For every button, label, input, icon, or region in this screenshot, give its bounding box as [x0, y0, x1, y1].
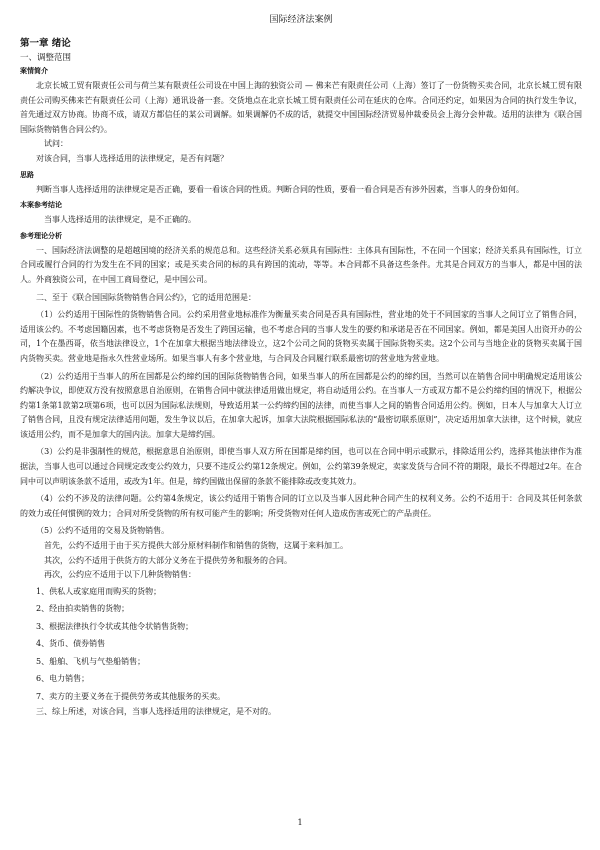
page-number: 1	[297, 818, 303, 827]
chapter-title: 第一章 绪论	[20, 38, 71, 49]
analysis-paragraph: 二、至于《联合国国际货物销售合同公约》，它的适用范围是：	[36, 292, 256, 302]
list-item: 1、供私人或家庭用而购买的货物；	[36, 586, 162, 596]
analysis-paragraph: 首先，公约不适用于由于买方提供大部分原材料制作和销售的货物，这属于来料加工。	[44, 541, 348, 551]
document-title: 国际经济法案例	[269, 15, 333, 25]
case-summary-text: 北京长城工贸有限责任公司与荷兰某有限责任公司设在中国上海的独资公司 — 佛来芒有限责任公司（上海）签订了一份货物买卖合同，北京长城工贸有限责任公司购买佛来芒有限责任公司（上海）通讯设备一套。交货地点在北京长城工贸有限责任公司在延庆的仓库。合同还约定，如果因为合同的执行发生争议，首先通过双方协商。协商不成，请双方都信任的某公司调解。如果调解仍不成的话，就提交中国国际经济贸易仲裁委员会上海分会仲裁。适用的法律为《联合国国际货物销售合同公约》。	[20, 81, 582, 134]
conclusion-heading: 本案参考结论	[20, 201, 62, 210]
case-summary-heading: 案情简介	[20, 67, 48, 75]
question-text: 对该合同，当事人选择适用的法律规定，是否有问题？	[36, 153, 228, 163]
question-label: 试问：	[44, 139, 68, 149]
list-item: 7、卖方的主要义务在于提供劳务或其他服务的买卖。	[36, 691, 226, 701]
list-item: 6、电力销售；	[36, 674, 90, 684]
list-item: 3、根据法律执行令状或其他令状销售货物；	[36, 621, 194, 631]
thinking-text: 判断当事人选择适用的法律规定是否正确，要看一看该合同的性质。判断合同的性质，要看一看合同是否有涉外因素，当事人的身份如何。	[36, 184, 524, 194]
analysis-paragraph: （2）公约适用于当事人的所在国都是公约缔约国的国际货物销售合同，如果当事人的所在国都是公约的缔约国，当然可以在销售合同中明确规定适用该公约解决争议，即使双方没有按照意思自治原则，在销售合同中就法律适用做出规定，将自动适用公约。在当事人一方或双方都不是公约缔约国的情况下，根据公约第1条第1款第2项第6项，也可以因为国际私法规则，导致适用某一公约缔约国的法律，而使当事人之间的销售合同适用公约。例如，日本人与加拿大人订立了销售合同，且没有规定法律适用问题，发生争议以后，在加拿大起诉，加拿大法院根据国际私法的“最密切联系原则”，决定适用加拿大法律，这个时候，就应该适用公约，而不是加拿大的国内法。加拿大是缔约国。	[20, 371, 582, 439]
analysis-paragraph: （3）公约是非强制性的规范，根据意思自治原则，即使当事人双方所在国都是缔约国，也可以在合同中明示或默示，排除适用公约，选择其他法律作为准据法，当事人也可以通过合同规定改变公约效力，只要不违反公约第12条规定。例如，公约第39条规定，卖家发货与合同不符的期限，最长不得超过2年。在合同中可以声明该条款不适用，或改为1年。但是，缔约国做出保留的条款不能排除或改变其效力。	[20, 447, 582, 486]
list-item: 5、船舶、飞机与气垫船销售；	[36, 656, 146, 666]
list-item: 2、经由拍卖销售的货物；	[36, 604, 130, 614]
analysis-paragraph: （1）公约适用于国际性的货物销售合同。公约采用营业地标准作为衡量买卖合同是否具有国际性，营业地的处于不同国家的当事人之间订立了销售合同，适用该公约。不考虑国籍因素，也不考虑货物是否发生了跨国运输，也不考虑合同的当事人发生的要约和承诺是否在不同国家。例如，都是美国人出资开办的公司，1个在墨西哥，依当地法律设立，1个在加拿大根据当地法律设立，这2个公司之间的货物买卖属于国际货物买卖。这2个公司与当地企业的货物买卖属于国内货物买卖。营业地是指永久性营业场所。如果当事人有多个营业地，与合同及合同履行联系最密切的营业地为营业地。	[20, 310, 582, 363]
analysis-paragraph: 再次，公约应不适用于以下几种货物销售：	[44, 570, 196, 580]
conclusion-text: 当事人选择适用的法律规定，是不正确的。	[44, 215, 196, 225]
analysis-paragraph: （5）公约不适用的交易及货物销售。	[36, 526, 170, 536]
final-conclusion: 三、综上所述，对该合同，当事人选择适用的法律规定，是不对的。	[36, 707, 276, 717]
section-title: 一、调整范围	[20, 53, 72, 63]
analysis-paragraph: 一、国际经济法调整的是超越国境的经济关系的规范总和。这些经济关系必须具有国际性：主体具有国际性，不在同一个国家；经济关系具有国际性，订立合同或履行合同的行为发生在不同的国家；或是买卖合同的标的具有跨国的流动，等等。本合同都不具备这些条件。尤其是合同双方的当事人，都是中国的法人。外商独资公司，在中国工商局登记，是中国公司。	[20, 245, 582, 284]
thinking-heading: 思路	[20, 170, 34, 179]
excluded-sales-list	[20, 583, 582, 706]
analysis-heading: 参考理论分析	[20, 231, 62, 240]
analysis-paragraph: （4）公约不涉及的法律问题。公约第4条规定，该公约适用于销售合同的订立以及当事人因此种合同产生的权利义务。公约不适用于：合同及其任何条款的效力或任何惯例的效力；合同对所受货物的所有权可能产生的影响；所受货物对任何人造成伤害或死亡的产品责任。	[20, 494, 582, 518]
list-item: 4、货币、债券销售	[36, 639, 106, 649]
document-page	[20, 12, 582, 720]
analysis-paragraph: 其次，公约不适用于供货方的大部分义务在于提供劳务和服务的合同。	[44, 555, 292, 565]
